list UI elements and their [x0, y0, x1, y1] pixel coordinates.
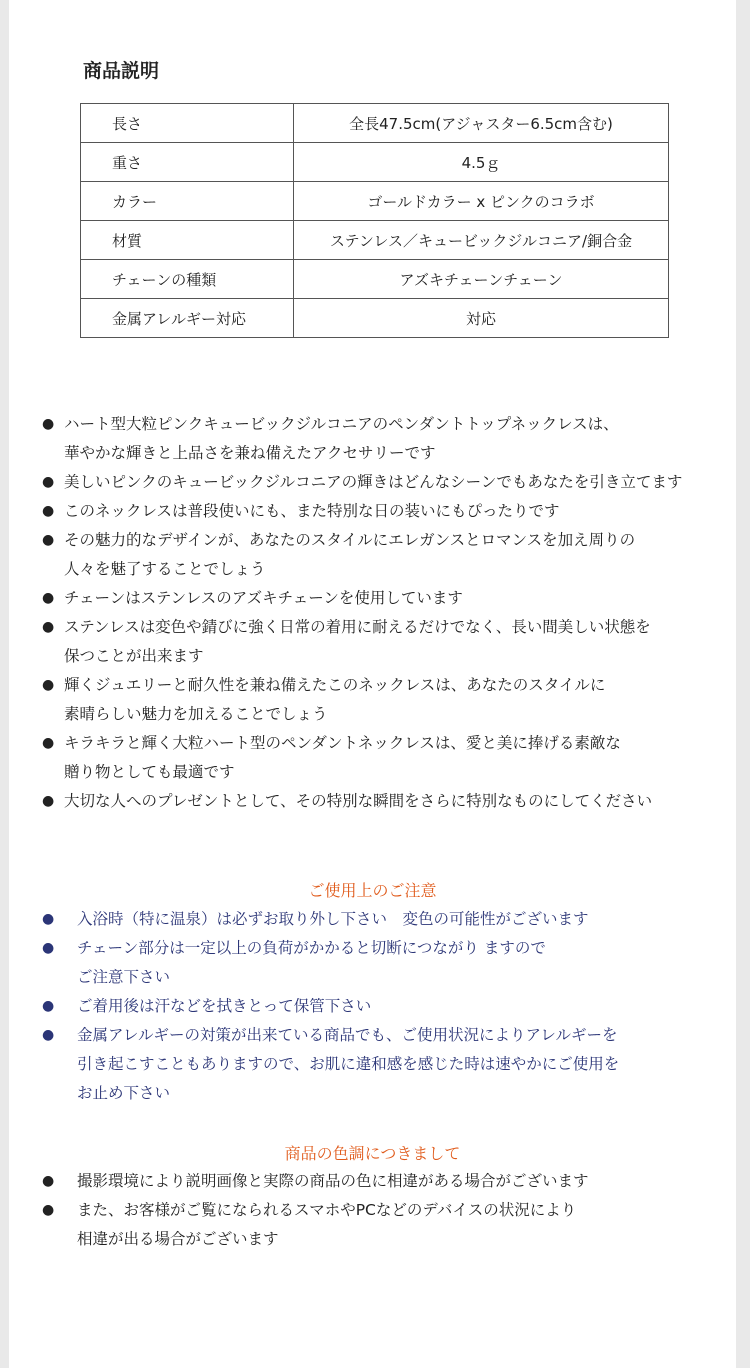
bullet-icon: ●: [42, 1027, 55, 1043]
caution-text: ご着用後は汗などを拭きとって保管下さい: [77, 997, 372, 1015]
list-item: [42, 787, 742, 816]
feature-text: このネックレスは普段使いにも、また特別な日の装いにもぴったりです: [64, 502, 560, 520]
spec-row: [81, 260, 669, 299]
caution-text: 入浴時（特に温泉）は必ずお取り外し下さい 変色の可能性がございます: [77, 910, 589, 928]
spec-value: 全長47.5cm(アジャスター6.5cm含む): [294, 104, 669, 143]
bullet-icon: ●: [42, 911, 55, 927]
spec-label: 材質: [81, 221, 294, 260]
caution-text: 金属アレルギーの対策が出来ている商品でも、ご使用状況によりアレルギーを 引き起こすこともありますので、お肌に違和感を感じた時は速やかにご使用を お止め下さい: [77, 1026, 620, 1102]
color-note-text: また、お客様がご覧になられるスマホやPCなどのデバイスの状況により 相違が出る場合がございます: [77, 1201, 577, 1248]
list-item: [42, 1167, 722, 1196]
feature-text: その魅力的なデザインが、あなたのスタイルにエレガンスとロマンスを加え周りの 人々を魅了することでしょう: [64, 531, 636, 578]
feature-text: ステンレスは変色や錆びに強く日常の着用に耐えるだけでなく、長い間美しい状態を 保つことが出来ます: [64, 618, 651, 665]
list-item: [42, 468, 742, 497]
bullet-icon: ●: [42, 619, 55, 635]
list-item: [42, 1021, 722, 1108]
list-item: [42, 526, 742, 584]
list-item: [42, 613, 742, 671]
bullet-icon: ●: [42, 532, 55, 548]
spec-value: ステンレス／キュービックジルコニア/銅合金: [294, 221, 669, 260]
list-item: [42, 992, 722, 1021]
caution-list: [42, 905, 722, 1108]
list-item: [42, 934, 722, 992]
caution-title: ご使用上のご注意: [308, 881, 437, 900]
spec-label: 長さ: [81, 104, 294, 143]
feature-text: ハート型大粒ピンクキュービックジルコニアのペンダントトップネックレスは、 華やかな輝きと上品さを兼ね備えたアクセサリーです: [64, 415, 619, 462]
bullet-icon: ●: [42, 1202, 55, 1218]
feature-text: 輝くジュエリーと耐久性を兼ね備えたこのネックレスは、あなたのスタイルに 素晴らしい魅力を加えることでしょう: [64, 676, 606, 723]
bullet-icon: ●: [42, 677, 55, 693]
bullet-icon: ●: [42, 940, 55, 956]
feature-text: 美しいピンクのキュービックジルコニアの輝きはどんなシーンでもあなたを引き立てます: [64, 473, 683, 491]
spec-label: 重さ: [81, 143, 294, 182]
bullet-icon: ●: [42, 474, 55, 490]
bullet-icon: ●: [42, 503, 55, 519]
spec-row: [81, 299, 669, 338]
spec-row: [81, 104, 669, 143]
spec-label: 金属アレルギー対応: [81, 299, 294, 338]
spec-value: アズキチェーンチェーン: [294, 260, 669, 299]
spec-value: ゴールドカラー x ピンクのコラボ: [294, 182, 669, 221]
product-description-page: [9, 0, 736, 1368]
caution-text: チェーン部分は一定以上の負荷がかかると切断につながり ますので ご注意下さい: [77, 939, 546, 986]
feature-text: 大切な人へのプレゼントとして、その特別な瞬間をさらに特別なものにしてください: [64, 792, 653, 810]
list-item: [42, 1196, 722, 1254]
bullet-icon: ●: [42, 1173, 55, 1189]
list-item: [42, 497, 742, 526]
spec-label: カラー: [81, 182, 294, 221]
feature-list: [42, 410, 742, 816]
color-note-text: 撮影環境により説明画像と実際の商品の色に相違がある場合がございます: [77, 1172, 589, 1190]
bullet-icon: ●: [42, 735, 55, 751]
list-item: [42, 729, 742, 787]
spec-label: チェーンの種類: [81, 260, 294, 299]
section-title: 商品説明: [83, 60, 160, 82]
feature-text: キラキラと輝く大粒ハート型のペンダントネックレスは、愛と美に捧げる素敵な 贈り物としても最適です: [64, 734, 621, 781]
bullet-icon: ●: [42, 998, 55, 1014]
color-note-list: [42, 1167, 722, 1254]
bullet-icon: ●: [42, 416, 55, 432]
color-note-title: 商品の色調につきまして: [284, 1144, 461, 1163]
list-item: [42, 584, 742, 613]
list-item: [42, 905, 722, 934]
list-item: [42, 671, 742, 729]
spec-value: 対応: [294, 299, 669, 338]
spec-row: [81, 182, 669, 221]
spec-value: 4.5ｇ: [294, 143, 669, 182]
spec-table: [80, 103, 669, 338]
spec-row: [81, 143, 669, 182]
bullet-icon: ●: [42, 793, 55, 809]
feature-text: チェーンはステンレスのアズキチェーンを使用しています: [64, 589, 463, 607]
list-item: [42, 410, 742, 468]
bullet-icon: ●: [42, 590, 55, 606]
spec-row: [81, 221, 669, 260]
